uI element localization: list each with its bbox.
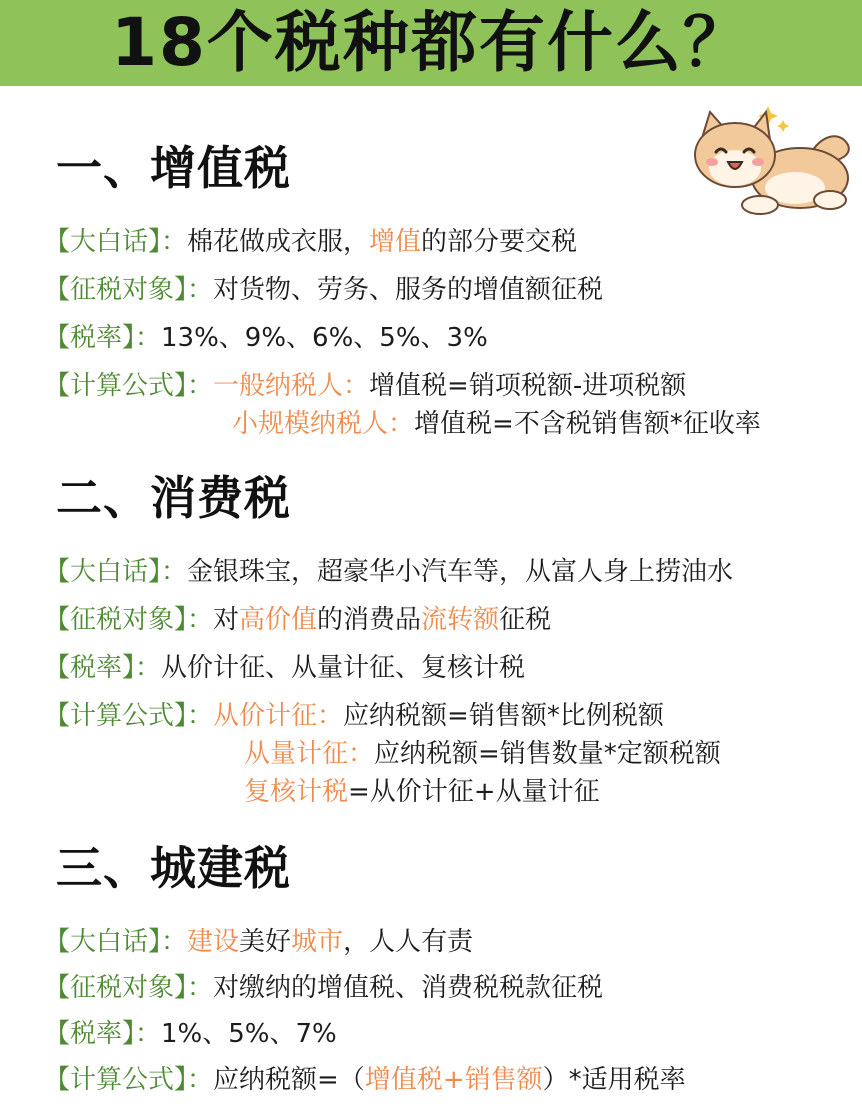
- cons-plain-label: 【大白话】：: [44, 557, 188, 587]
- city-plain-highlight-2: 城市: [291, 927, 344, 957]
- cons-formula-label: 【计算公式】：: [44, 701, 214, 731]
- vat-plain-highlight: 增值: [369, 227, 422, 257]
- city-formula-label: 【计算公式】：: [44, 1065, 214, 1095]
- city-formula-line: [44, 1060, 686, 1100]
- shiba-dog-sticker: [690, 100, 855, 225]
- vat-formula-line-1: [44, 366, 686, 406]
- city-plain-highlight-1: 建设: [187, 927, 240, 957]
- cons-formula-2-highlight: 从量计征：: [244, 739, 375, 769]
- cons-rate-label: 【税率】：: [44, 653, 162, 683]
- vat-plain-pre: 棉花做成衣服，: [187, 227, 370, 257]
- page-title: 18个税种都有什么？: [111, 4, 751, 81]
- cons-formula-2-text: 应纳税额=销售数量*定额税额: [374, 739, 721, 769]
- cons-formula-3-text: =从价计征+从量计征: [348, 777, 600, 807]
- city-rate-line: [44, 1014, 337, 1054]
- cons-rate-line: [44, 648, 525, 688]
- section-heading-consumption: 二、消费税: [56, 471, 291, 525]
- vat-formula-1-highlight: 一般纳税人：: [213, 371, 370, 401]
- cons-object-pre: 对: [213, 605, 240, 635]
- cons-object-mid: 的消费品: [317, 605, 422, 635]
- city-formula-highlight: 增值税+销售额: [364, 1065, 543, 1095]
- city-object-line: [44, 968, 603, 1008]
- city-plain-line: [44, 922, 473, 962]
- cons-plain-line: [44, 552, 733, 592]
- vat-formula-line-2: [232, 404, 761, 444]
- vat-rate-text: 13%、9%、6%、5%、3%: [161, 323, 488, 353]
- city-formula-post: ）*适用税率: [542, 1065, 686, 1095]
- vat-formula-2-highlight: 小规模纳税人：: [232, 409, 415, 439]
- title-banner: [0, 0, 862, 86]
- section-heading-vat: 一、增值税: [56, 141, 291, 195]
- vat-plain-label: 【大白话】：: [44, 227, 188, 257]
- cons-formula-line-2: [244, 734, 721, 774]
- city-rate-label: 【税率】：: [44, 1019, 162, 1049]
- section-heading-city-tax: 三、城建税: [56, 841, 291, 895]
- cons-object-highlight-2: 流转额: [421, 605, 500, 635]
- vat-rate-line: [44, 318, 488, 358]
- city-plain-post: ，人人有责: [343, 927, 474, 957]
- cons-formula-line-3: [244, 772, 600, 812]
- city-object-text: 对缴纳的增值税、消费税税款征税: [213, 973, 604, 1003]
- vat-object-text: 对货物、劳务、服务的增值额征税: [213, 275, 604, 305]
- city-object-label: 【征税对象】：: [44, 973, 214, 1003]
- cons-formula-line-1: [44, 696, 664, 736]
- city-plain-label: 【大白话】：: [44, 927, 188, 957]
- cons-object-line: [44, 600, 551, 640]
- vat-formula-2-text: 增值税=不含税销售额*征收率: [414, 409, 761, 439]
- cons-formula-3-highlight: 复核计税: [244, 777, 349, 807]
- vat-rate-label: 【税率】：: [44, 323, 162, 353]
- cons-object-post: 征税: [499, 605, 552, 635]
- vat-plain-post: 的部分要交税: [421, 227, 578, 257]
- cons-formula-1-text: 应纳税额=销售额*比例税额: [343, 701, 664, 731]
- cons-rate-text: 从价计征、从量计征、复核计税: [161, 653, 526, 683]
- vat-formula-1-text: 增值税=销项税额-进项税额: [369, 371, 687, 401]
- vat-object-line: [44, 270, 603, 310]
- city-plain-mid: 美好: [239, 927, 292, 957]
- city-formula-pre: 应纳税额=（: [213, 1065, 365, 1095]
- cons-object-highlight-1: 高价值: [239, 605, 318, 635]
- cons-plain-text: 金银珠宝，超豪华小汽车等，从富人身上捞油水: [187, 557, 734, 587]
- cons-formula-1-highlight: 从价计征：: [213, 701, 344, 731]
- vat-plain-line: [44, 222, 577, 262]
- city-rate-text: 1%、5%、7%: [161, 1019, 337, 1049]
- cons-object-label: 【征税对象】：: [44, 605, 214, 635]
- vat-formula-label: 【计算公式】：: [44, 371, 214, 401]
- vat-object-label: 【征税对象】：: [44, 275, 214, 305]
